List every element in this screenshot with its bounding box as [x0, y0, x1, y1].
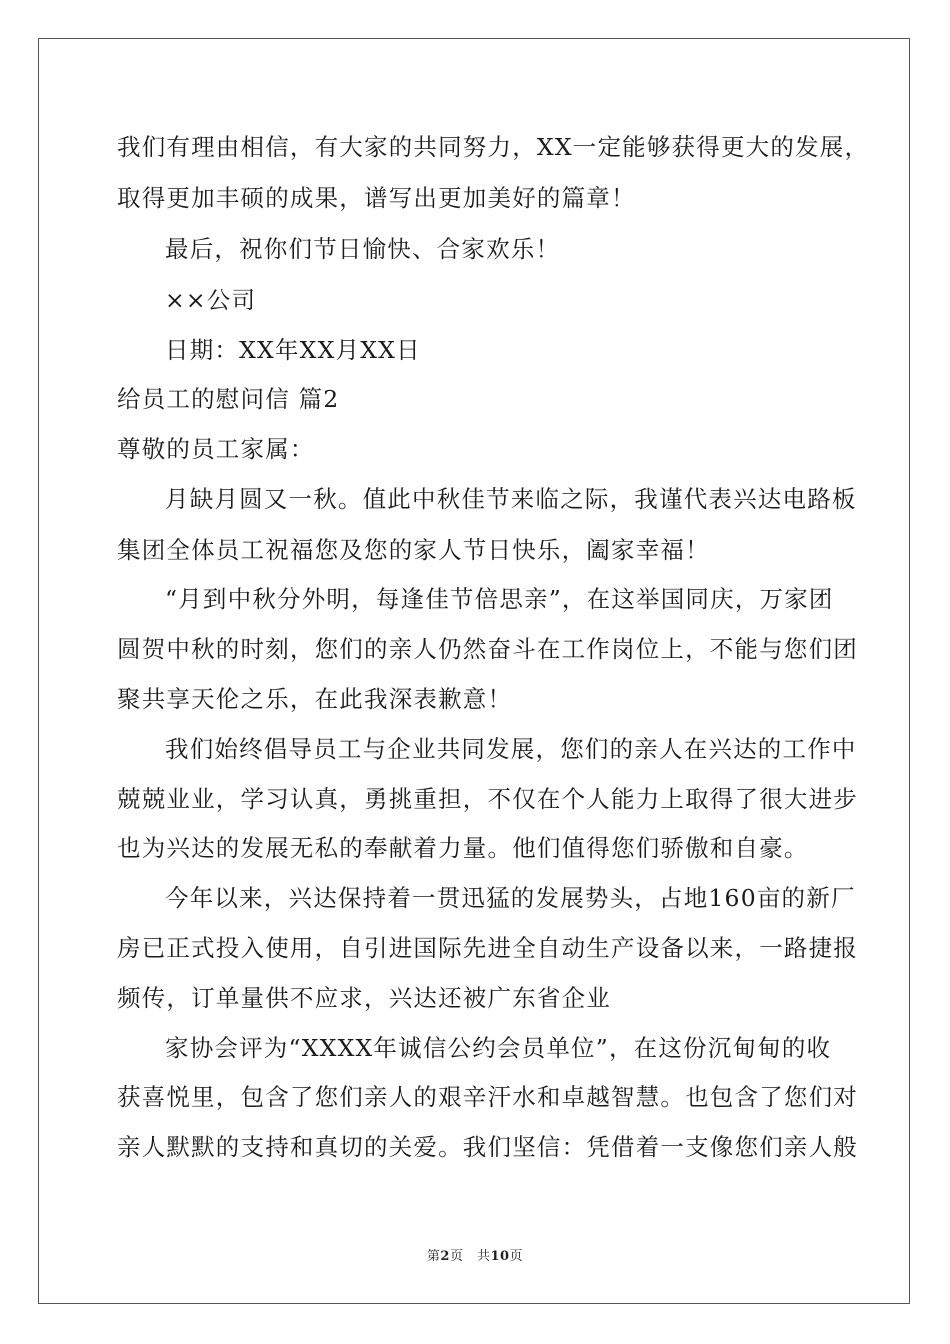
- text-line-11: 圆贺中秋的时刻，您们的亲人仍然奋斗在工作岗位上，不能与您们团: [117, 635, 858, 663]
- footer-page-number: 2: [440, 1249, 450, 1264]
- text-line-4: ××公司: [165, 286, 257, 314]
- salutation: 尊敬的员工家属：: [117, 435, 315, 463]
- text-line-10: “月到中秋分外明，每逢佳节倍思亲”，在这举国同庆，万家团: [165, 585, 834, 613]
- section-heading: 给员工的慰问信 篇2: [117, 385, 340, 413]
- footer-suffix: 页: [509, 1249, 524, 1264]
- text-line-1: 我们有理由相信，有大家的共同努力，XX一定能够获得更大的发展，: [117, 133, 870, 161]
- text-line-14: 兢兢业业，学习认真，勇挑重担，不仅在个人能力上取得了很大进步: [117, 785, 858, 813]
- footer-prefix: 第: [426, 1249, 441, 1264]
- text-line-20: 获喜悦里，包含了您们亲人的艰辛汗水和卓越智慧。也包含了您们对: [117, 1083, 858, 1111]
- text-line-19: 家协会评为“XXXX年诚信公约会员单位”，在这份沉甸甸的收: [165, 1034, 832, 1062]
- text-line-16: 今年以来，兴达保持着一贯迅猛的发展势头，占地160亩的新厂: [165, 884, 856, 912]
- footer-mid: 页 共: [449, 1249, 491, 1264]
- text-line-8: 月缺月圆又一秋。值此中秋佳节来临之际，我谨代表兴达电路板: [165, 485, 857, 513]
- text-line-18: 频传，订单量供不应求，兴达还被广东省企业: [117, 984, 611, 1012]
- text-line-2: 取得更加丰硕的成果，谱写出更加美好的篇章！: [117, 184, 636, 212]
- text-line-15: 也为兴达的发展无私的奉献着力量。他们值得您们骄傲和自豪。: [117, 834, 809, 862]
- text-line-5: 日期：XX年XX月XX日: [165, 336, 421, 364]
- text-line-9: 集团全体员工祝福您及您的家人节日快乐，阖家幸福！: [117, 536, 710, 564]
- text-line-17: 房已正式投入使用，自引进国际先进全自动生产设备以来，一路捷报: [117, 934, 858, 962]
- page-border: [38, 38, 910, 1304]
- text-line-13: 我们始终倡导员工与企业共同发展，您们的亲人在兴达的工作中: [165, 735, 857, 763]
- footer-page-total: 10: [490, 1249, 510, 1264]
- text-line-3: 最后，祝你们节日愉快、合家欢乐！: [165, 235, 561, 263]
- text-line-12: 聚共享天伦之乐，在此我深表歉意！: [117, 685, 513, 713]
- text-line-21: 亲人默默的支持和真切的关爱。我们坚信：凭借着一支像您们亲人般: [117, 1133, 858, 1161]
- page-footer: [0, 1245, 950, 1264]
